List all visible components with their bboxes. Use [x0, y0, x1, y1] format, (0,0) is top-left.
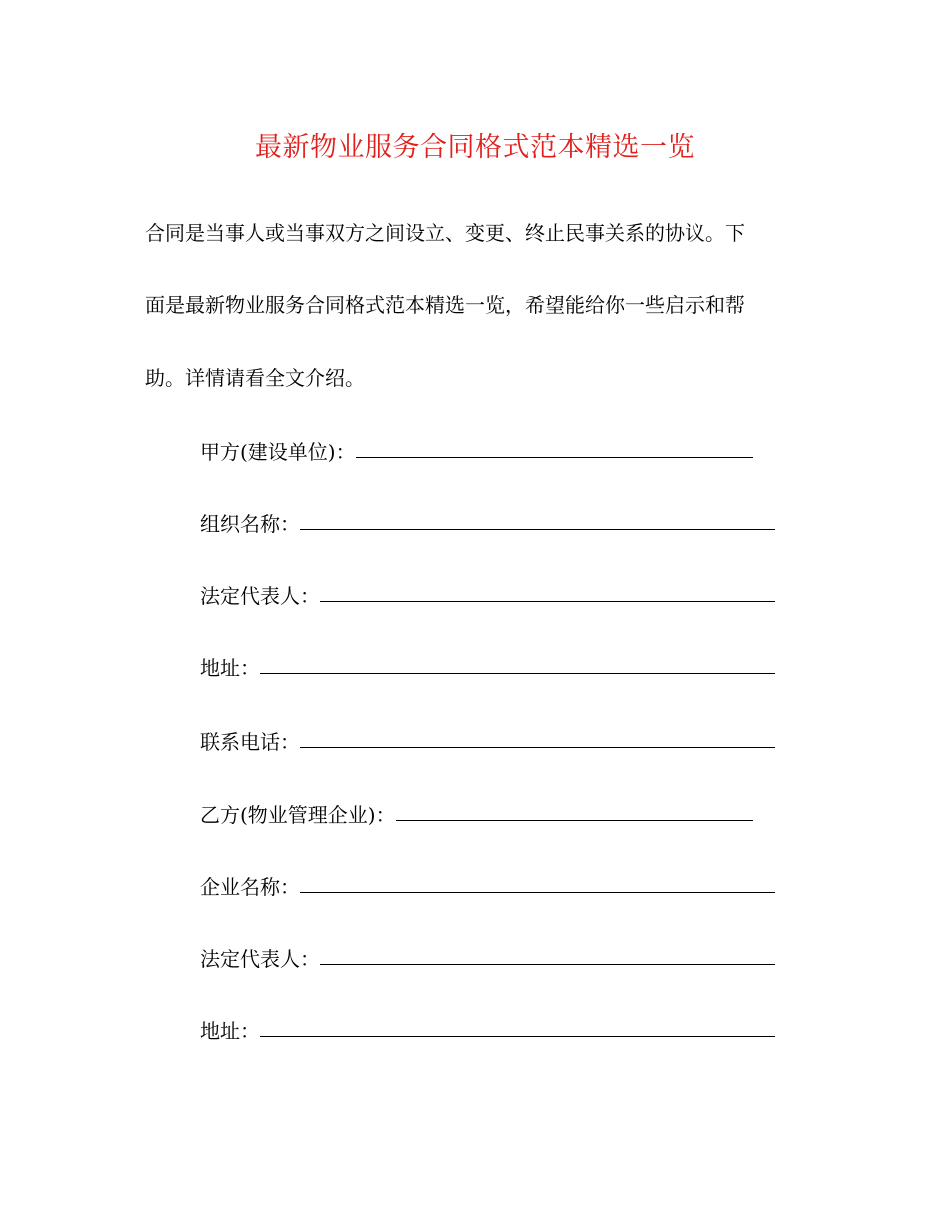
party-b-blank-line[interactable] — [396, 820, 753, 821]
party-a-address-field — [200, 653, 775, 683]
party-a-legal-representative-label: 法定代表人： — [200, 584, 320, 608]
party-b-legal-representative-label: 法定代表人： — [200, 947, 320, 971]
phone-blank-line[interactable] — [300, 747, 775, 748]
organization-name-field — [200, 509, 775, 539]
party-a-label: 甲方(建设单位)： — [200, 440, 356, 464]
party-a-address-label: 地址： — [200, 656, 260, 680]
party-a-address-blank-line[interactable] — [260, 673, 775, 674]
party-a-field — [200, 437, 753, 467]
party-a-legal-representative-field — [200, 581, 775, 611]
party-a-blank-line[interactable] — [356, 457, 753, 458]
party-b-field — [200, 800, 753, 830]
party-b-address-label: 地址： — [200, 1019, 260, 1043]
organization-name-label: 组织名称： — [200, 512, 300, 536]
party-b-legal-representative-blank-line[interactable] — [320, 964, 775, 965]
party-b-legal-representative-field — [200, 944, 775, 974]
enterprise-name-blank-line[interactable] — [300, 892, 775, 893]
intro-line-1: 合同是当事人或当事双方之间设立、变更、终止民事关系的协议。下 — [145, 221, 745, 245]
organization-name-blank-line[interactable] — [300, 529, 775, 530]
party-a-legal-representative-blank-line[interactable] — [320, 601, 775, 602]
party-b-address-field — [200, 1016, 775, 1046]
enterprise-name-field — [200, 872, 775, 902]
phone-label: 联系电话： — [200, 730, 300, 754]
enterprise-name-label: 企业名称： — [200, 875, 300, 899]
phone-field — [200, 727, 775, 757]
party-b-address-blank-line[interactable] — [260, 1036, 775, 1037]
document-title: 最新物业服务合同格式范本精选一览 — [255, 132, 695, 163]
intro-line-2: 面是最新物业服务合同格式范本精选一览，希望能给你一些启示和帮 — [145, 293, 745, 317]
intro-line-3: 助。详情请看全文介绍。 — [145, 366, 365, 390]
party-b-label: 乙方(物业管理企业)： — [200, 803, 396, 827]
